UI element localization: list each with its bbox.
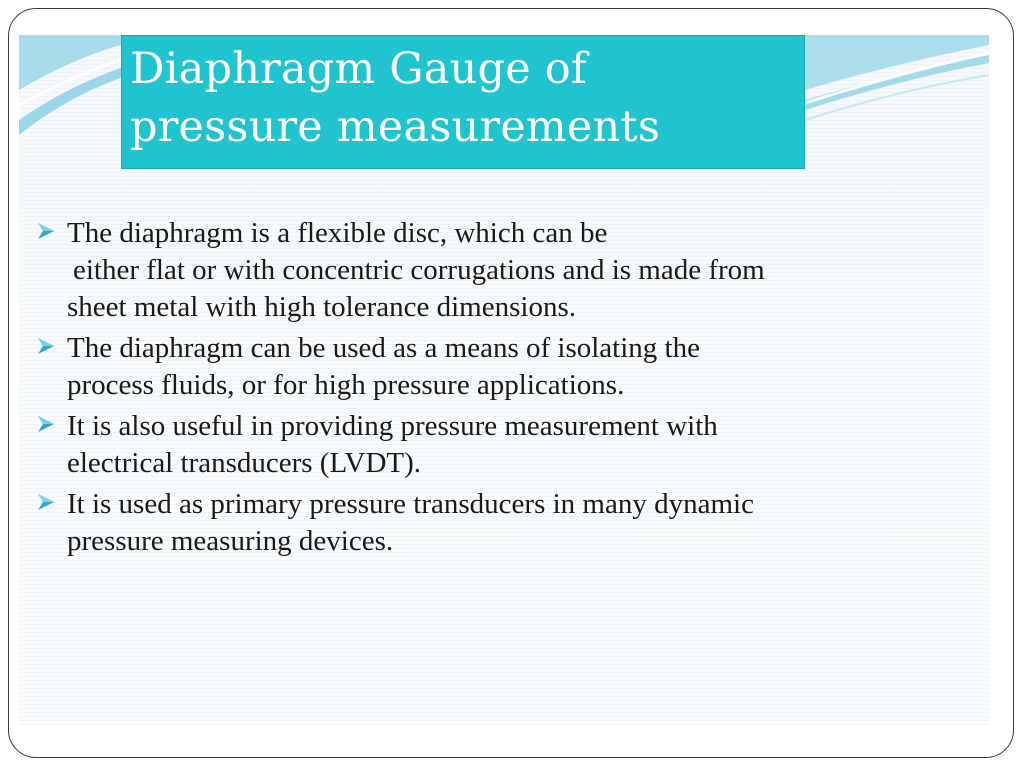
bullet-list bbox=[35, 215, 980, 564]
bullet-item-1 bbox=[35, 215, 980, 326]
bullet-1-line-2: either flat or with concentric corrugations and is made from bbox=[73, 254, 765, 286]
bullet-item-4 bbox=[35, 486, 980, 560]
arrow-bullet-icon bbox=[35, 413, 57, 435]
slide-frame bbox=[8, 8, 1014, 758]
bullet-4-line-2: pressure measuring devices. bbox=[67, 525, 394, 557]
bullet-item-2 bbox=[35, 330, 980, 404]
slide-title-line-1: Diaphragm Gauge of bbox=[130, 44, 587, 94]
bullet-2-line-1: The diaphragm can be used as a means of isolating the bbox=[67, 332, 700, 364]
bullet-3-line-1: It is also useful in providing pressure measurement with bbox=[67, 410, 718, 442]
slide-title-line-2: pressure measurements bbox=[130, 102, 661, 152]
arrow-bullet-icon bbox=[35, 491, 57, 513]
slide bbox=[19, 35, 989, 725]
bullet-item-3 bbox=[35, 408, 980, 482]
bullet-2-line-2: process fluids, or for high pressure applications. bbox=[67, 369, 625, 401]
title-box bbox=[121, 35, 805, 169]
bullet-4-line-1: It is used as primary pressure transducers in many dynamic bbox=[67, 488, 754, 520]
bullet-1-line-3: sheet metal with high tolerance dimensions. bbox=[67, 291, 576, 323]
bullet-3-line-2: electrical transducers (LVDT). bbox=[67, 447, 422, 479]
arrow-bullet-icon bbox=[35, 335, 57, 357]
bullet-1-line-1: The diaphragm is a flexible disc, which can be bbox=[67, 217, 608, 249]
arrow-bullet-icon bbox=[35, 220, 57, 242]
